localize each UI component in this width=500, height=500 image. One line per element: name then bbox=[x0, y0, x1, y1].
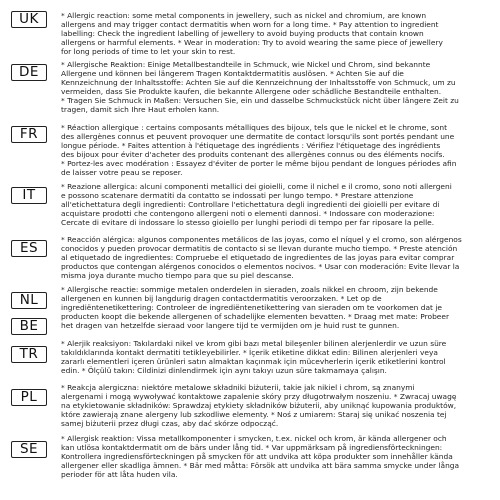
warning-text: * Allergisk reaktion: Vissa metallkomponenter i smycken, t.ex. nickel och krom, är kända allergener och kan utlösa kontaktdermatit om de bärs under lång tid. * Var uppmärksam på ingrediensförteckningen: Kontrollera ingrediensförteckningen på smycken för att undvika att köpa produkter som innehåller kända allergener eller skadliga ämnen. * Bär med måtta: Försök att undvika att bära samma smycke under långa perioder för att låta huden vila. bbox=[61, 434, 460, 480]
country-code-badge: UK bbox=[11, 11, 47, 28]
warning-text: * Reakcja alergiczna: niektóre metalowe składniki biżuterii, takie jak nikiel i chrom, są znanymi alergenami i mogą wywoływać kontaktowe zapalenie skóry przy długotrwałym noszeniu. * Zwracaj uwagę na etykietowanie składników: Sprawdzaj etykiety składników biżuterii, aby uniknąć kupowania produktów, które zawierają znane alergeny lub szkodliwe elementy. * Noś z umiarem: Staraj się unikać noszenia tej samej biżuterii przez długi czas, aby dać skórze odpocząć. bbox=[61, 383, 457, 429]
country-code-badge: FR bbox=[11, 126, 47, 143]
warning-text: * Allergische Reaktion: Einige Metallbestandteile in Schmuck, wie Nickel und Chrom, sind bekannte Allergene und können bei längerem Tragen Kontaktdermatitis auslösen. * Achten Sie auf die Kennzeichnung der Inhaltsstoffe: Achten Sie auf die Kennzeichnung der Inhaltsstoffe von Schmuck, um zu vermeiden, dass Sie Produkte kaufen, die bekannte Allergene oder schädliche Bestandteile enthalten. * Tragen Sie Schmuck in Maßen: Versuchen Sie, ein und dasselbe Schmuckstück nicht über längere Zeit zu tragen, damit sich Ihre Haut erholen kann. bbox=[61, 60, 459, 115]
warning-text: * Reazione allergica: alcuni componenti metallici dei gioielli, come il nichel e il cromo, sono noti allergeni e possono scatenare dermatiti da contatto se indossati per lungo tempo. * Prestare attenzione all'etichettatura degli ingredienti: Controllare l'etichettatura degli ingredienti dei gioielli per evitare di acquistare prodotti che contengono allergeni noti o elementi dannosi. * Indossare con moderazione: Cercate di evitare di indossare lo stesso gioiello per lunghi periodi di tempo per far riposare la pelle. bbox=[61, 182, 452, 228]
country-code-badge: IT bbox=[11, 187, 47, 204]
country-code-badge: TR bbox=[11, 346, 47, 363]
warning-text: * Allergic reaction: some metal components in jewellery, such as nickel and chromium, are known allergens and may trigger contact dermatitis when worn for a long time. * Pay attention to ingredient labelling: Check the ingredient labelling of jewellery to avoid buying products that contain known allergens or harmful elements. * Wear in moderation: Try to avoid wearing the same piece of jewellery for long periods of time to let your skin to rest. bbox=[61, 11, 443, 57]
warning-text: * Alerjik reaksiyon: Takılardaki nikel ve krom gibi bazı metal bileşenler bilinen alerjenlerdir ve uzun süre takıldıklarında kontakt dermatiti tetikleyebilirler. * İçerik etiketine dikkat edin: Bilinen alerjenleri veya zararlı elementleri içeren ürünleri satın almaktan kaçınmak için mücevherlerin içerik etiketlerini kontrol edin. * Ölçülü takın: Cildinizi dinlendirmek için aynı takıyı uzun süre takmamaya çalışın. bbox=[61, 339, 447, 376]
warning-text: * Reacción alérgica: algunos componentes metálicos de las joyas, como el níquel y el cromo, son alérgenos conocidos y pueden provocar dermatitis de contacto si se llevan durante mucho tiempo. * Preste atención al etiquetado de ingredientes: Compruebe el etiquetado de ingredientes de las joyas para evitar comprar productos que contengan alérgenos conocidos o elementos nocivos. * Usar con moderación: Evite llevar la misma joya durante mucho tiempo para que su piel descanse. bbox=[61, 235, 462, 281]
warning-text: * Allergische reactie: sommige metalen onderdelen in sieraden, zoals nikkel en chroom, zijn bekende allergenen en kunnen bij langdurig dragen contactdermatitis veroorzaken. * Let op de ingrediëntenetikettering: Controleer de ingrediëntenetikettering van sieraden om te voorkomen dat je producten koopt die bekende allergenen of schadelijke elementen bevatten. * Draag met mate: Probeer het dragen van hetzelfde sieraad voor langere tijd te vermijden om je huid rust te gunnen. bbox=[61, 285, 450, 331]
country-code-badge: DE bbox=[11, 64, 47, 81]
country-code-badge: ES bbox=[11, 240, 47, 257]
country-code-badge: BE bbox=[11, 318, 47, 335]
country-code-badge: NL bbox=[11, 292, 47, 309]
country-code-badge: PL bbox=[11, 389, 47, 406]
warning-text: * Réaction allergique : certains composants métalliques des bijoux, tels que le nickel et le chrome, sont des allergènes connus et peuvent provoquer une dermatite de contact lorsqu'ils sont portés pendant une longue période. * Faites attention à l'étiquetage des ingrédients : Vérifiez l'étiquetage des ingrédients des bijoux pour éviter d'acheter des produits contenant des allergènes connus ou des éléments nocifs. * Portez-les avec modération : Essayez d'éviter de porter le même bijou pendant de longues périodes afin de laisser votre peau se reposer. bbox=[61, 123, 457, 178]
country-code-badge: SE bbox=[11, 441, 47, 458]
